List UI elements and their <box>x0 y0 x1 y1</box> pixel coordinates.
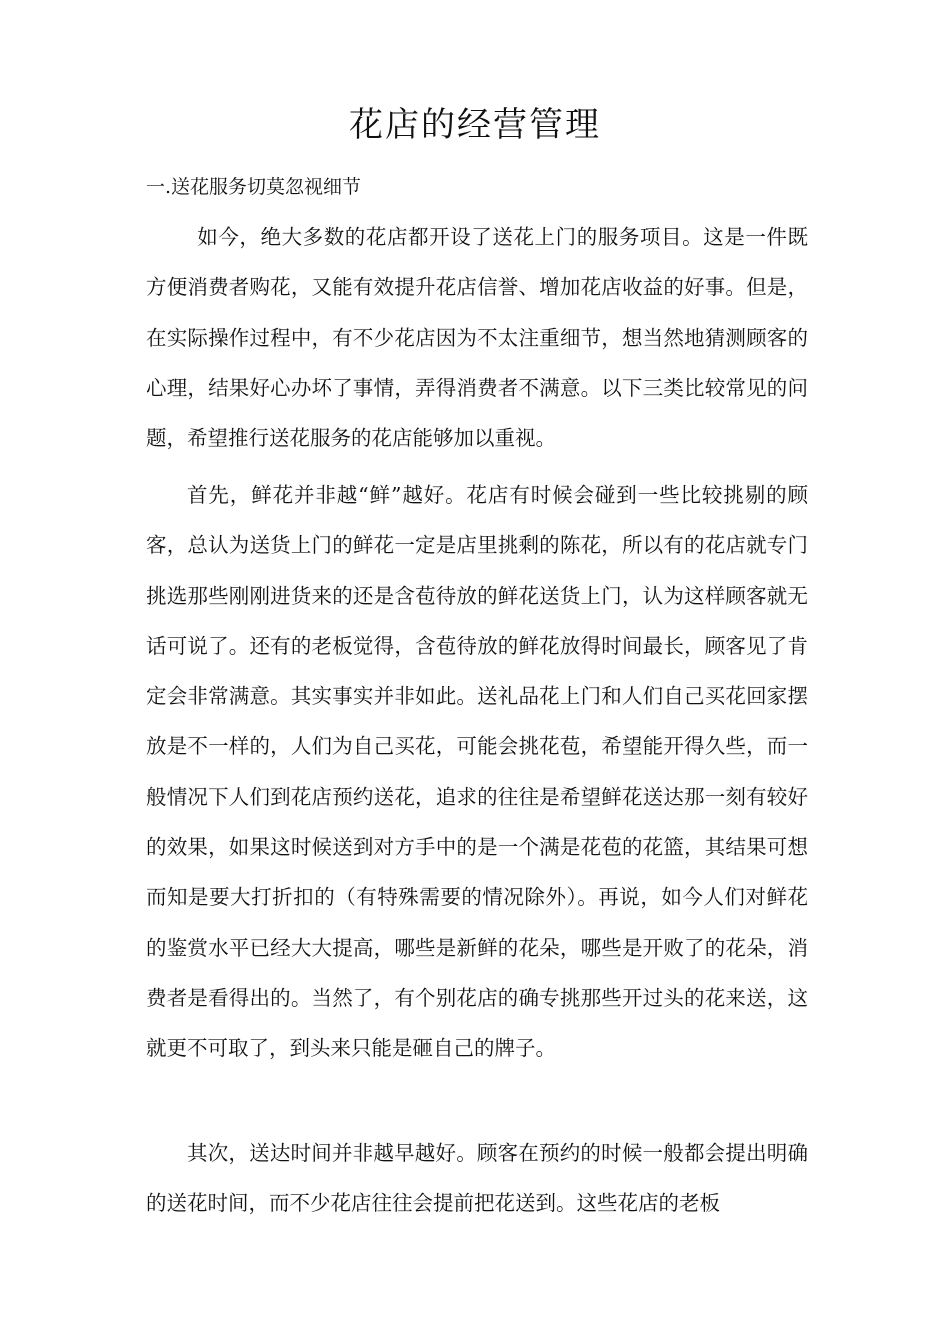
paragraph-freshness: 首先，鲜花并非越“鲜”越好。花店有时候会碰到一些比较挑剔的顾客，总认为送货上门的鲜花一定是店里挑剩的陈花，所以有的花店就专门挑选那些刚刚进货来的还是含苞待放的鲜花送货上门，认为这样顾客就无话可说了。还有的老板觉得，含苞待放的鲜花放得时间最长，顾客见了肯定会非常满意。其实事实并非如此。送礼品花上门和人们自己买花回家摆放是不一样的，人们为自己买花，可能会挑花苞，希望能开得久些，而一般情况下人们到花店预约送花，追求的往往是希望鲜花送达那一刻有较好的效果，如果这时候送到对方手中的是一个满是花苞的花篮，其结果可想而知是要大打折扣的（有特殊需要的情况除外）。再说，如今人们对鲜花的鉴赏水平已经大大提高，哪些是新鲜的花朵，哪些是开败了的花朵，消费者是看得出的。当然了，有个别花店的确专挑那些开过头的花来送，这就更不可取了，到头来只能是砸自己的牌子。 <box>146 483 808 1061</box>
paragraph-delivery-time: 其次，送达时间并非越早越好。顾客在预约的时候一般都会提出明确的送花时间，而不少花店往往会提前把花送到。这些花店的老板 <box>146 1141 808 1216</box>
document-title: 花店的经营管理 <box>349 105 601 145</box>
section-heading: 一.送花服务切莫忽视细节 <box>146 176 362 198</box>
paragraph-intro: 如今，绝大多数的花店都开设了送花上门的服务项目。这是一件既方便消费者购花，又能有效提升花店信誉、增加花店收益的好事。但是，在实际操作过程中，有不少花店因为不太注重细节，想当然地猜测顾客的心理，结果好心办坏了事情，弄得消费者不满意。以下三类比较常见的问题，希望推行送花服务的花店能够加以重视。 <box>146 225 808 451</box>
